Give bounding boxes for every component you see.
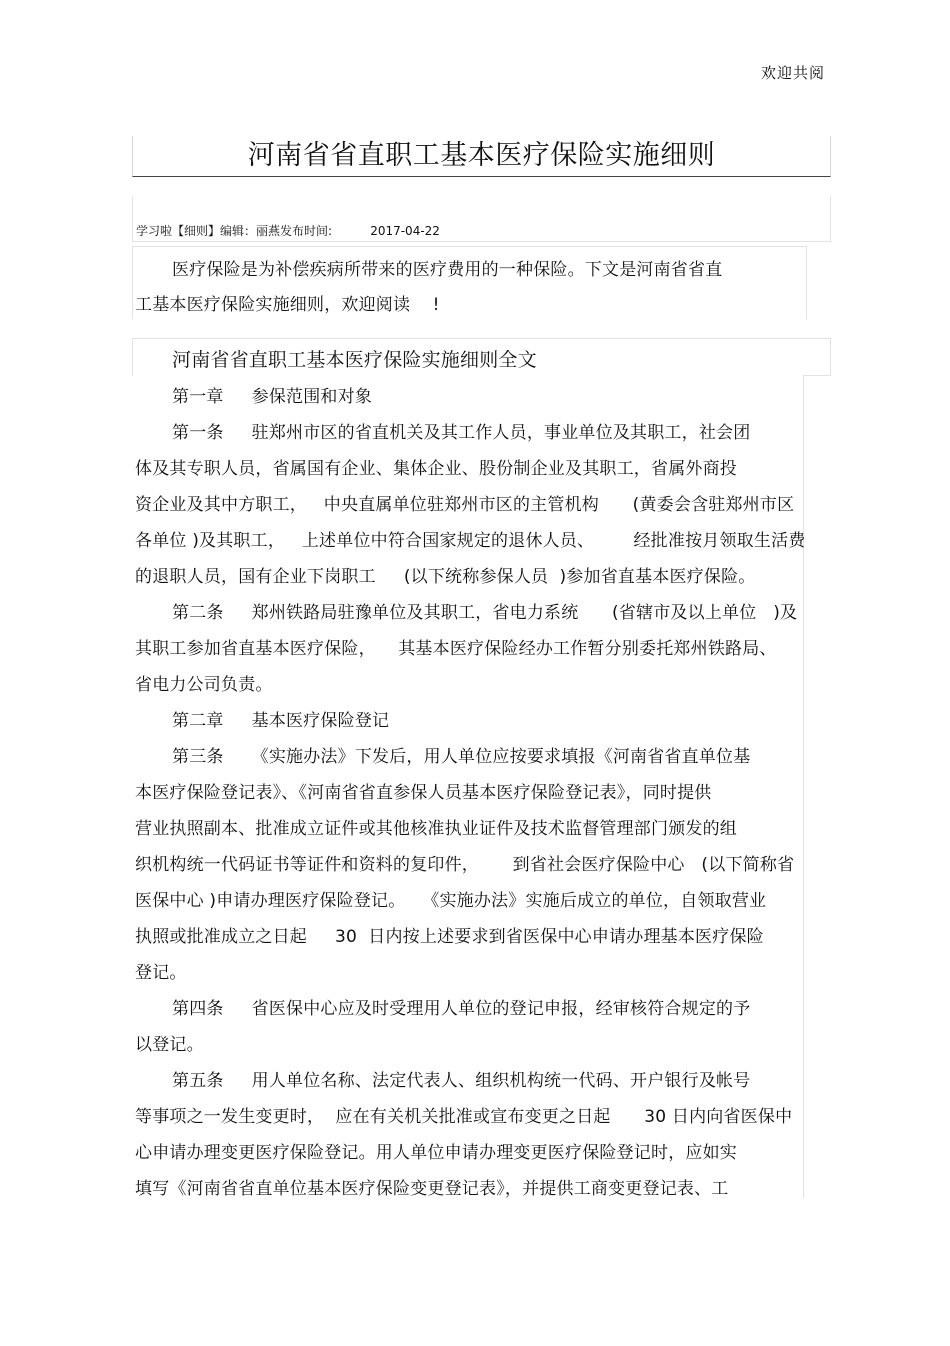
paragraph-line: 心申请办理变更医疗保险登记。用人单位申请办理变更医疗保险登记时，应如实: [135, 1143, 737, 1163]
chapter-heading: 第二章 基本医疗保险登记: [172, 711, 390, 731]
meta-info: 学习啦【细则】编辑：丽燕发布时间: 2017-04-22: [136, 224, 440, 238]
paragraph-line: 本医疗保险登记表》、《河南省省直参保人员基本医疗保险登记表》，同时提供: [135, 783, 712, 803]
paragraph-line: 第三条 《实施办法》下发后，用人单位应按要求填报《河南省省直单位基: [172, 747, 751, 767]
chapter-heading: 第一章 参保范围和对象: [172, 387, 373, 407]
paragraph-line: 的退职人员，国有企业下岗职工 (以下统称参保人员 )参加省直基本医疗保险。: [135, 567, 756, 587]
page-title: 河南省省直职工基本医疗保险实施细则: [247, 140, 716, 171]
paragraph-line: 织机构统一代码证书等证件和资料的复印件， 到省社会医疗保险中心 (以下简称省: [135, 855, 795, 875]
title-box: [132, 136, 831, 177]
paragraph-line: 第四条 省医保中心应及时受理用人单位的登记申报，经审核符合规定的予: [172, 999, 751, 1019]
meta-box: [132, 196, 831, 242]
paragraph-line: 医保中心 )申请办理医疗保险登记。 《实施办法》实施后成立的单位，自领取营业: [135, 891, 767, 911]
intro-line: 工基本医疗保险实施细则，欢迎阅读 !: [135, 295, 440, 315]
paragraph-line: 资企业及其中方职工， 中央直属单位驻郑州市区的主管机构 (黄委会含驻郑州市区: [135, 495, 795, 515]
paragraph-line: 省电力公司负责。: [135, 675, 273, 695]
body-box-right: [803, 375, 830, 1198]
paragraph-line: 营业执照副本、批准成立证件或其他核准执业证件及技术监督管理部门颁发的组: [135, 819, 737, 839]
paragraph-line: 其职工参加省直基本医疗保险， 其基本医疗保险经办工作暂分别委托郑州铁路局、: [135, 639, 777, 659]
paragraph-line: 执照或批准成立之日起 30 日内按上述要求到省医保中心申请办理基本医疗保险: [135, 927, 764, 947]
paragraph-line: 第二条 郑州铁路局驻豫单位及其职工，省电力系统 (省辖市及以上单位 )及: [172, 603, 798, 623]
paragraph-line: 第一条 驻郑州市区的省直机关及其工作人员，事业单位及其职工，社会团: [172, 423, 751, 443]
paragraph-line: 体及其专职人员，省属国有企业、集体企业、股份制企业及其职工，省属外商投: [135, 459, 737, 479]
header-note: 欢迎共阅: [760, 64, 825, 82]
paragraph-line: 各单位 )及其职工， 上述单位中符合国家规定的退休人员、 经批准按月领取生活费: [135, 531, 806, 551]
section-title: 河南省省直职工基本医疗保险实施细则全文: [172, 349, 537, 371]
intro-line: 医疗保险是为补偿疾病所带来的医疗费用的一种保险。下文是河南省省直: [172, 260, 723, 280]
paragraph-line: 第五条 用人单位名称、法定代表人、组织机构统一代码、开户银行及帐号: [172, 1071, 751, 1091]
paragraph-line: 以登记。: [135, 1035, 204, 1055]
paragraph-line: 等事项之一发生变更时， 应在有关机关批准或宣布变更之日起 30 日内向省医保中: [135, 1107, 793, 1127]
paragraph-line: 填写《河南省省直单位基本医疗保险变更登记表》，并提供工商变更登记表、工: [135, 1179, 729, 1199]
paragraph-line: 登记。: [135, 963, 187, 983]
